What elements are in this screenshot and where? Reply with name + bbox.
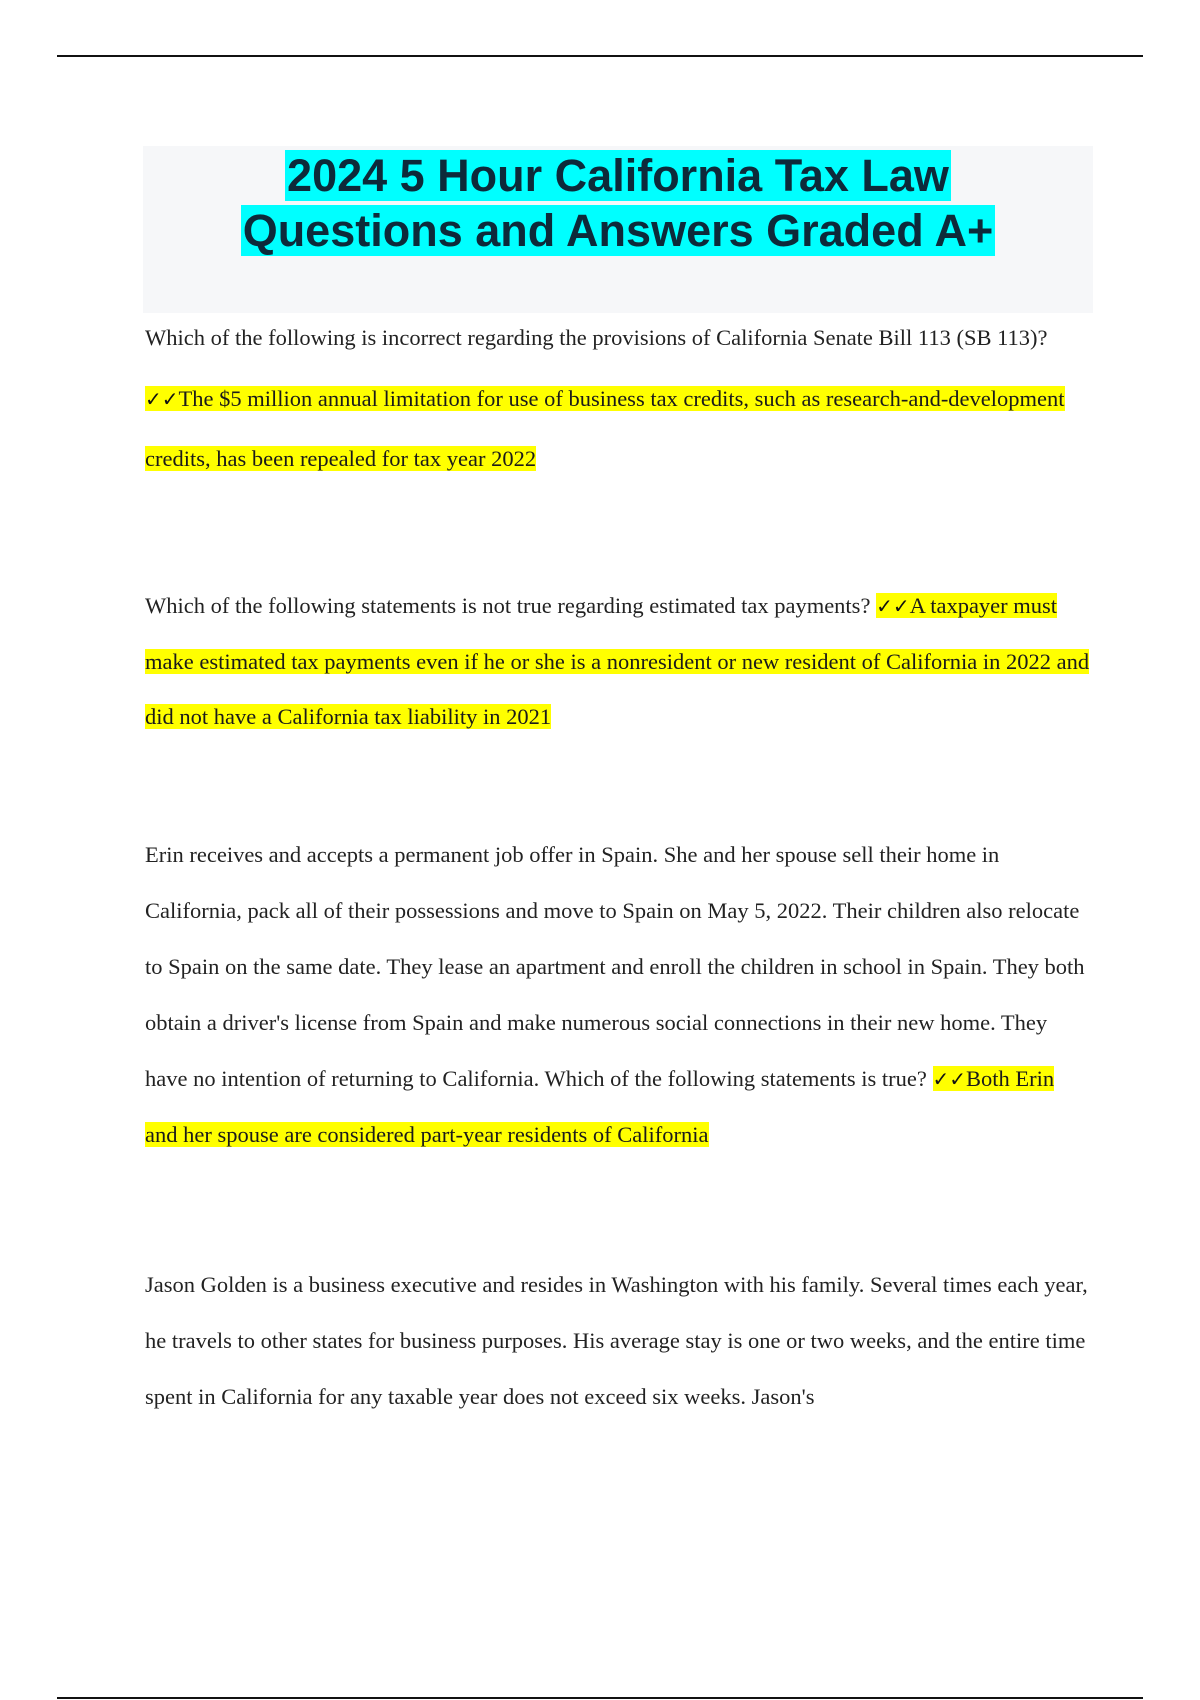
question-text: Which of the following is incorrect regarding the provisions of California Senate Bill 113 (SB 113)? xyxy=(145,325,1048,350)
question-text: Which of the following statements is not true regarding estimated tax payments? xyxy=(145,593,877,618)
check-icon: ✓✓ xyxy=(876,594,910,618)
qa-item-4 xyxy=(145,1257,1090,1425)
title-line-2: Questions and Answers Graded A+ xyxy=(242,205,994,256)
check-icon: ✓✓ xyxy=(145,386,179,411)
answer-text: The $5 million annual limitation for use of business tax credits, such as research-and-development credits, has been repealed for tax year 2022 xyxy=(145,385,1065,471)
qa-item-1 xyxy=(145,308,1090,490)
answer-text: A taxpayer must make estimated tax payments even if he or she is a nonresident or new resident of California in 2022 and did not have a California tax liability in 2021 xyxy=(145,593,1090,729)
footer-rule xyxy=(57,1697,1143,1699)
document-title xyxy=(143,148,1093,258)
question-text: Jason Golden is a business executive and resides in Washington with his family. Several times each year, he travels to other states for business purposes. His average stay is one or two weeks, and the entire time spent in California for any taxable year does not exceed six weeks. Jason's xyxy=(145,1272,1088,1409)
answer-highlight xyxy=(145,386,1065,472)
qa-item-2 xyxy=(145,578,1090,744)
qa-item-3 xyxy=(145,827,1090,1163)
answer-text: Both Erin and her spouse are considered part-year residents of California xyxy=(145,1066,1055,1147)
question-text: Erin receives and accepts a permanent job offer in Spain. She and her spouse sell their home in California, pack all of their possessions and move to Spain on May 5, 2022. Their children also relocate to Spain on the same date. They lease an apartment and enroll the children in school in Spain. They both obtain a driver's license from Spain and make numerous social connections in their new home. They have no intention of returning to California. Which of the following statements is true? xyxy=(145,842,1085,1091)
header-rule xyxy=(57,55,1143,57)
title-line-1: 2024 5 Hour California Tax Law xyxy=(287,150,949,201)
check-icon: ✓✓ xyxy=(932,1067,967,1091)
